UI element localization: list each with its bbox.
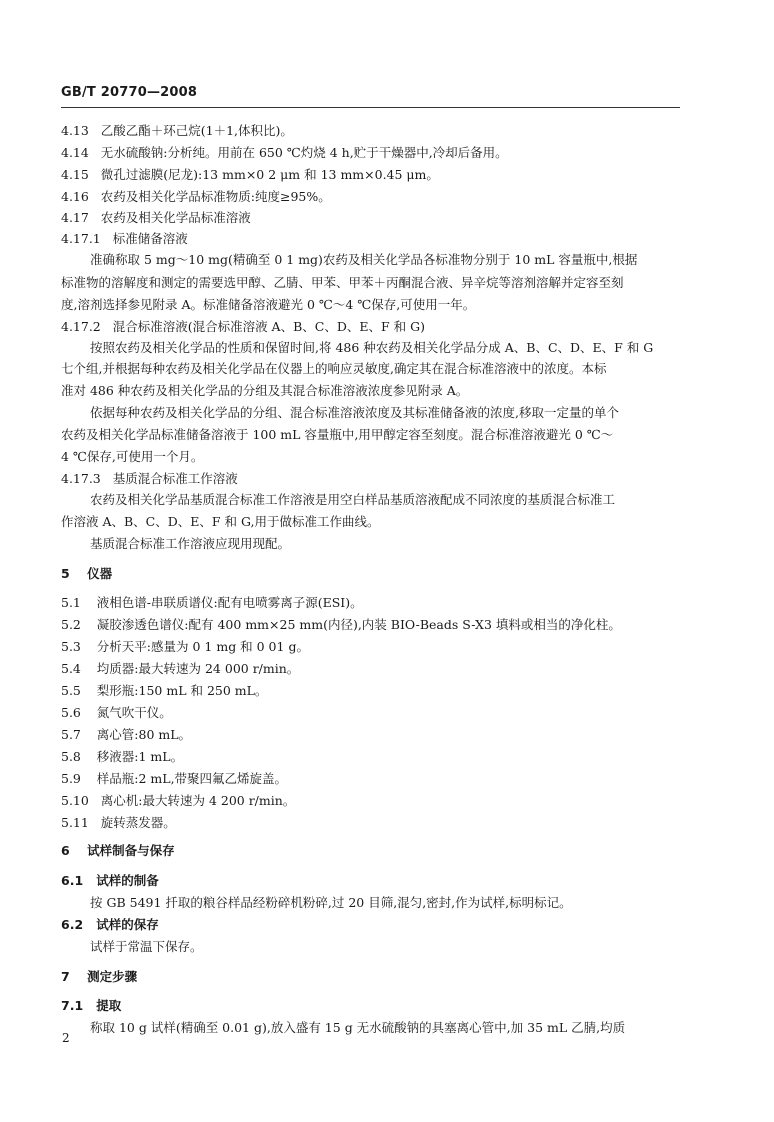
header-divider (61, 107, 680, 108)
item-text: 乙酸乙酯＋环己烷(1＋1,体积比)。 (100, 123, 293, 138)
item-number: 4.13 (61, 123, 89, 138)
item-number: 5.6 (61, 705, 81, 720)
list-item (61, 749, 183, 765)
page-number: 2 (62, 1031, 70, 1045)
item-text: 旋转蒸发器。 (100, 815, 176, 830)
list-item (61, 661, 299, 677)
item-text: 无水硫酸钠:分析纯。用前在 650 ℃灼烧 4 h,贮于干燥器中,冷却后备用。 (100, 145, 508, 160)
item-text: 农药及相关化学品标准溶液 (100, 210, 251, 225)
item-text: 样品瓶:2 mL,带聚四氟乙烯旋盖。 (96, 771, 288, 786)
item-number: 4.17 (61, 210, 89, 225)
subsection-heading (61, 917, 159, 933)
section-title: 试样制备与保存 (87, 843, 175, 858)
section-heading (61, 843, 175, 859)
paragraph-line: 度,溶剂选择参见附录 A。标准储备溶液避光 0 ℃～4 ℃保存,可使用一年。 (61, 297, 476, 312)
item-number: 5.11 (61, 815, 89, 830)
section-heading (61, 566, 112, 582)
subsection-title: 混合标准溶液(混合标准溶液 A、B、C、D、E、F 和 G) (112, 319, 425, 334)
section-number: 6 (61, 843, 70, 858)
subsection-title: 试样的制备 (96, 873, 159, 888)
list-item (61, 210, 251, 226)
item-number: 4.16 (61, 189, 89, 204)
paragraph-line: 农药及相关化学品标准储备溶液于 100 mL 容量瓶中,用甲醇定容至刻度。混合标准溶液避光 0 ℃～ (61, 427, 614, 442)
list-item (61, 167, 439, 183)
item-text: 均质器:最大转速为 24 000 r/min。 (96, 661, 300, 676)
subsection-number: 4.17.1 (61, 231, 101, 246)
item-number: 5.8 (61, 749, 81, 764)
item-number: 5.5 (61, 683, 81, 698)
item-text: 离心管:80 mL。 (96, 727, 192, 742)
paragraph-line: 按照农药及相关化学品的性质和保留时间,将 486 种农药及相关化学品分成 A、B、C、D、E、F 和 G (90, 340, 654, 355)
item-text: 移液器:1 mL。 (96, 749, 184, 764)
list-item (61, 123, 293, 139)
item-text: 离心机:最大转速为 4 200 r/min。 (100, 793, 296, 808)
item-text: 微孔过滤膜(尼龙):13 mm×0 2 μm 和 13 mm×0.45 μm。 (100, 167, 439, 182)
subsection-number: 6.1 (61, 873, 84, 888)
subsection-title: 提取 (96, 998, 122, 1013)
list-item (61, 595, 363, 611)
item-text: 分析天平:感量为 0 1 mg 和 0 01 g。 (96, 639, 309, 654)
subsection-heading (61, 873, 159, 889)
item-text: 凝胶渗透色谱仪:配有 400 mm×25 mm(内径),内装 BIO-Beads S-X3 填料或相当的净化柱。 (96, 617, 621, 632)
paragraph-line: 七个组,并根据每种农药及相关化学品在仪器上的响应灵敏度,确定其在混合标准溶液中的浓度。本标 (61, 361, 607, 376)
paragraph-line: 称取 10 g 试样(精确至 0.01 g),放入盛有 15 g 无水硫酸钠的具塞离心管中,加 35 mL 乙腈,均质 (90, 1020, 626, 1035)
item-number: 4.14 (61, 145, 89, 160)
list-item (61, 815, 176, 831)
subsection-heading (61, 319, 425, 335)
paragraph-line: 依据每种农药及相关化学品的分组、混合标准溶液浓度及其标准储备液的浓度,移取一定量的单个 (90, 405, 619, 420)
list-item (61, 771, 287, 787)
subsection-number: 4.17.3 (61, 471, 101, 486)
item-text: 梨形瓶:150 mL 和 250 mL。 (96, 683, 268, 698)
subsection-heading (61, 231, 188, 247)
subsection-title: 基质混合标准工作溶液 (112, 471, 238, 486)
item-number: 5.4 (61, 661, 81, 676)
section-title: 测定步骤 (87, 969, 138, 984)
item-number: 5.2 (61, 617, 81, 632)
paragraph-line: 基质混合标准工作溶液应现用现配。 (90, 536, 291, 551)
list-item (61, 727, 191, 743)
list-item (61, 705, 172, 721)
subsection-number: 4.17.2 (61, 319, 101, 334)
paragraph-line: 农药及相关化学品基质混合标准工作溶液是用空白样品基质溶液配成不同浓度的基质混合标准工 (90, 492, 616, 507)
paragraph-line: 准对 486 种农药及相关化学品的分组及其混合标准溶液浓度参见附录 A。 (61, 383, 469, 398)
paragraph-line: 作溶液 A、B、C、D、E、F 和 G,用于做标准工作曲线。 (61, 514, 380, 529)
subsection-title: 标准储备溶液 (112, 231, 188, 246)
subsection-heading (61, 471, 238, 487)
list-item (61, 617, 621, 633)
item-number: 5.3 (61, 639, 81, 654)
item-number: 5.10 (61, 793, 89, 808)
subsection-number: 6.2 (61, 917, 84, 932)
item-text: 氮气吹干仪。 (96, 705, 172, 720)
paragraph-line: 按 GB 5491 扦取的粮谷样品经粉碎机粉碎,过 20 目筛,混匀,密封,作为试样,标明标记。 (90, 895, 572, 910)
list-item (61, 189, 331, 205)
item-number: 5.9 (61, 771, 81, 786)
paragraph-line: 准确称取 5 mg～10 mg(精确至 0 1 mg)农药及相关化学品各标准物分别于 10 mL 容量瓶中,根据 (90, 252, 638, 267)
item-number: 5.1 (61, 595, 81, 610)
standard-number: GB/T 20770—2008 (61, 85, 198, 100)
subsection-number: 7.1 (61, 998, 84, 1013)
section-heading (61, 969, 137, 985)
section-number: 5 (61, 566, 70, 581)
item-number: 4.15 (61, 167, 89, 182)
subsection-title: 试样的保存 (96, 917, 159, 932)
item-text: 液相色谱-串联质谱仪:配有电喷雾离子源(ESI)。 (96, 595, 363, 610)
list-item (61, 145, 508, 161)
paragraph-line: 标准物的溶解度和测定的需要选甲醇、乙腈、甲苯、甲苯＋丙酮混合液、异辛烷等溶剂溶解并定容至刻 (61, 275, 624, 290)
section-title: 仪器 (87, 566, 113, 581)
section-number: 7 (61, 969, 70, 984)
list-item (61, 639, 309, 655)
item-text: 农药及相关化学品标准物质:纯度≥95%。 (100, 189, 331, 204)
item-number: 5.7 (61, 727, 81, 742)
paragraph-line: 试样于常温下保存。 (90, 939, 203, 954)
list-item (61, 793, 295, 809)
subsection-heading (61, 998, 121, 1014)
list-item (61, 683, 267, 699)
paragraph-line: 4 ℃保存,可使用一个月。 (61, 449, 204, 464)
